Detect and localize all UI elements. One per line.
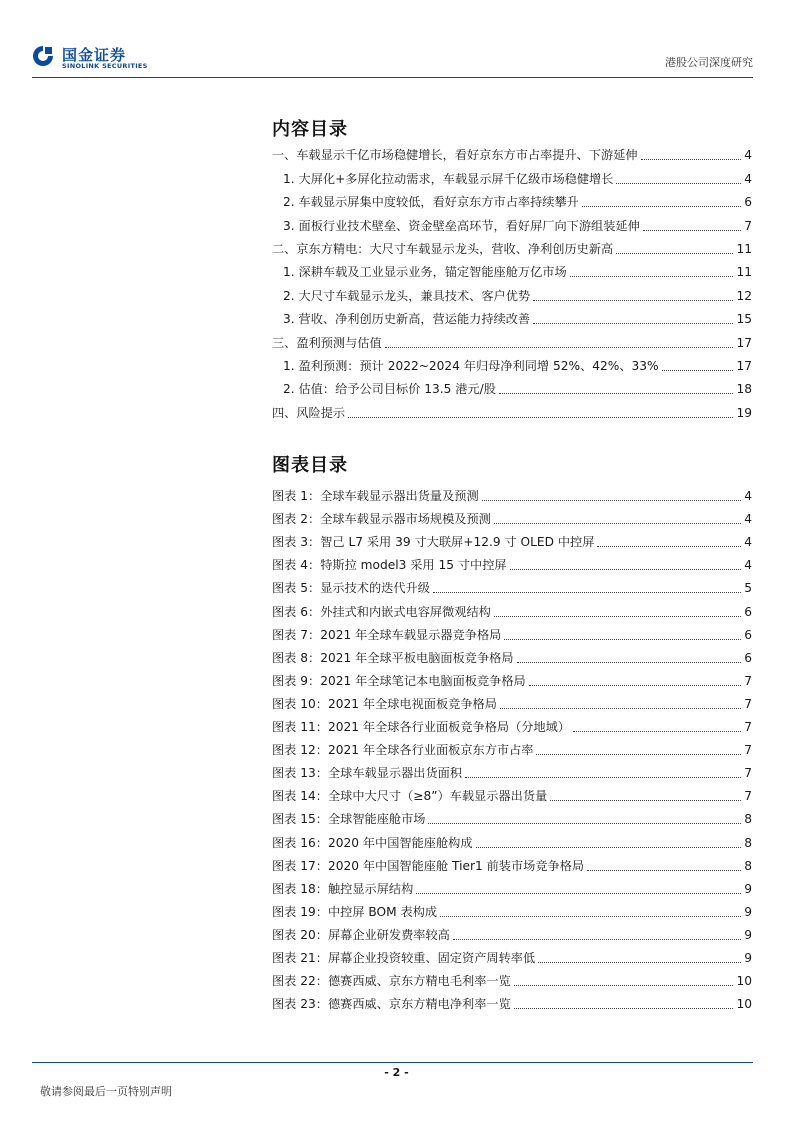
toc-entry[interactable]: 1. 大屏化+多屏化拉动需求，车载显示屏千亿级市场稳健增长 4 <box>283 171 752 186</box>
figure-entry[interactable]: 图表 16：2020 年中国智能座舱构成 8 <box>272 835 752 850</box>
figure-entry[interactable]: 图表 11：2021 年全球各行业面板竞争格局（分地域） 7 <box>272 720 752 735</box>
toc-entry[interactable]: 二、京东方精电：大尺寸车载显示龙头，营收、净利创历史新高 11 <box>272 241 752 256</box>
report-type-label: 港股公司深度研究 <box>665 56 753 69</box>
figure-entry[interactable]: 图表 2：全球车载显示器市场规模及预测 4 <box>272 512 752 527</box>
logo-text-cn: 国金证券 <box>62 46 127 64</box>
toc-title: 内容目录 <box>272 119 348 140</box>
header-divider <box>32 77 753 78</box>
figure-entry[interactable]: 图表 15：全球智能座舱市场 8 <box>272 812 752 827</box>
toc-entry[interactable]: 2. 大尺寸车载显示龙头，兼具技术、客户优势 12 <box>283 288 752 303</box>
figure-entry[interactable]: 图表 12：2021 年全球各行业面板京东方市占率 7 <box>272 743 752 758</box>
toc-entry[interactable]: 三、盈利预测与估值 17 <box>272 335 752 350</box>
toc-entry[interactable]: 1. 盈利预测：预计 2022~2024 年归母净利同增 52%、42%、33% 17 <box>283 358 752 373</box>
figure-entry[interactable]: 图表 19：中控屏 BOM 表构成 9 <box>272 904 752 919</box>
figure-entry[interactable]: 图表 1：全球车载显示器出货量及预测 4 <box>272 489 752 504</box>
footer-divider <box>32 1062 753 1063</box>
toc-entry[interactable]: 2. 估值：给予公司目标价 13.5 港元/股 18 <box>283 382 752 397</box>
footer-disclaimer: 敬请参阅最后一页特别声明 <box>40 1085 172 1098</box>
toc-entry[interactable]: 四、风险提示 19 <box>272 405 752 420</box>
toc-entry[interactable]: 3. 面板行业技术壁垒、资金壁垒高环节，看好屏厂向下游组装延伸 7 <box>283 218 752 233</box>
figure-entry[interactable]: 图表 14：全球中大尺寸（≥8”）车载显示器出货量 7 <box>272 789 752 804</box>
page-header <box>32 40 753 76</box>
toc-entry[interactable]: 1. 深耕车载及工业显示业务，锚定智能座舱万亿市场 11 <box>283 265 752 280</box>
figure-entry[interactable]: 图表 17：2020 年中国智能座舱 Tier1 前装市场竞争格局 8 <box>272 858 752 873</box>
logo-text-en: SINOLINK SECURITIES <box>62 62 148 70</box>
figure-entry[interactable]: 图表 22：德赛西威、京东方精电毛利率一览 10 <box>272 974 752 989</box>
figure-entry[interactable]: 图表 5：显示技术的迭代升级 5 <box>272 581 752 596</box>
figure-entry[interactable]: 图表 20：屏幕企业研发费率较高 9 <box>272 927 752 942</box>
toc-entry[interactable]: 一、车载显示千亿市场稳健增长，看好京东方市占率提升、下游延伸 4 <box>272 148 752 163</box>
toc-list <box>272 140 752 421</box>
figure-entry[interactable]: 图表 18：触控显示屏结构 9 <box>272 881 752 896</box>
figure-entry[interactable]: 图表 3：智己 L7 采用 39 寸大联屏+12.9 寸 OLED 中控屏 4 <box>272 535 752 550</box>
figure-entry[interactable]: 图表 6：外挂式和内嵌式电容屏微观结构 6 <box>272 604 752 619</box>
page-number: - 2 - <box>384 1066 409 1079</box>
toc-entry[interactable]: 2. 车载显示屏集中度较低，看好京东方市占率持续攀升 6 <box>283 195 752 210</box>
figure-entry[interactable]: 图表 9：2021 年全球笔记本电脑面板竞争格局 7 <box>272 673 752 688</box>
figure-entry[interactable]: 图表 10：2021 年全球电视面板竞争格局 7 <box>272 696 752 711</box>
figure-entry[interactable]: 图表 23：德赛西威、京东方精电净利率一览 10 <box>272 997 752 1012</box>
figure-entry[interactable]: 图表 13：全球车载显示器出货面积 7 <box>272 766 752 781</box>
figures-title: 图表目录 <box>272 455 348 476</box>
figure-entry[interactable]: 图表 4：特斯拉 model3 采用 15 寸中控屏 4 <box>272 558 752 573</box>
toc-entry[interactable]: 3. 营收、净利创历史新高，营运能力持续改善 15 <box>283 312 752 327</box>
figure-entry[interactable]: 图表 7：2021 年全球车载显示器竞争格局 6 <box>272 627 752 642</box>
figure-entry[interactable]: 图表 21：屏幕企业投资较重、固定资产周转率低 9 <box>272 950 752 965</box>
figures-list <box>272 481 752 1012</box>
figure-entry[interactable]: 图表 8：2021 年全球平板电脑面板竞争格局 6 <box>272 650 752 665</box>
sinolink-logo-icon <box>32 45 54 67</box>
